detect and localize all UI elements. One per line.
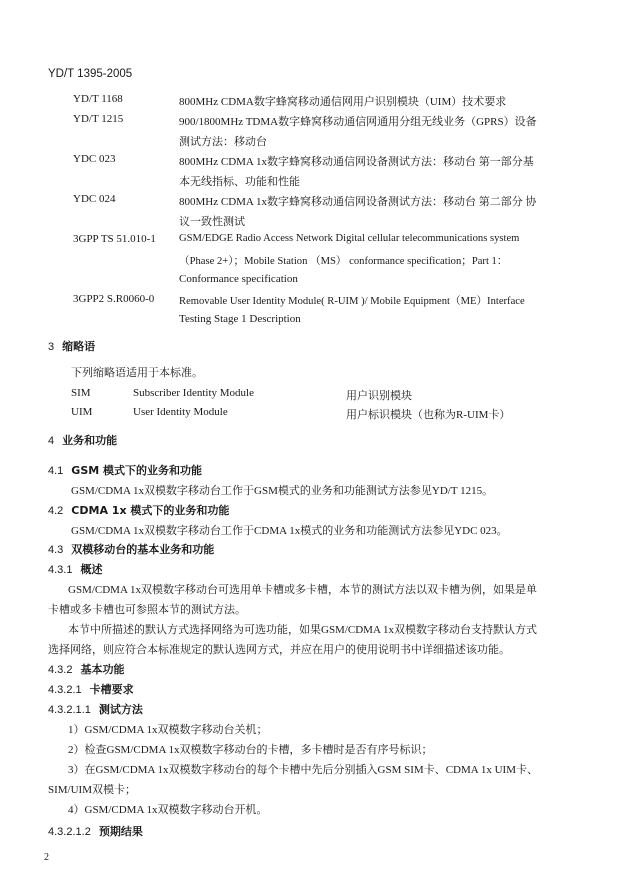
test-step: 1）GSM/CDMA 1x双模数字移动台关机； (68, 724, 268, 736)
test-step: 3）在GSM/CDMA 1x双模数字移动台的每个卡槽中先后分别插入GSM SIM卡、CDMA 1x UIM卡、 (68, 764, 538, 776)
subsection-heading (48, 823, 143, 839)
paragraph: GSM/CDMA 1x双模数字移动台工作于CDMA 1x模式的业务和功能测试方法参见YDC 023。 (71, 525, 508, 537)
section-number: 4.3 (48, 544, 64, 556)
section-title: 测试方法 (98, 703, 143, 716)
section-title: 卡槽要求 (89, 683, 134, 696)
ref-title-line: Conformance specification (179, 273, 298, 285)
section-number: 3 (48, 341, 55, 353)
section-heading (48, 432, 117, 448)
ref-title-line: Removable User Identity Module( R-UIM )/ Mobile Equipment（ME）Interface (179, 296, 525, 307)
paragraph-line: 选择网络，则应符合本标准规定的默认选网方式，并应在用户的使用说明书中详细描述该功能。 (48, 644, 510, 656)
ref-code: 3GPP2 S.R0060-0 (73, 293, 155, 305)
subsection-heading (48, 561, 102, 577)
subsection-heading (48, 502, 229, 518)
section-number: 4.3.2.1.2 (48, 826, 91, 838)
ref-title-line: 900/1800MHz TDMA数字蜂窝移动通信网通用分组无线业务（GPRS）设备 (179, 116, 537, 128)
section-title: 概述 (80, 563, 103, 576)
paragraph-line: 卡槽或多卡槽也可参照本节的测试方法。 (48, 604, 246, 616)
test-step: 2）检查GSM/CDMA 1x双模数字移动台的卡槽，多卡槽时是否有序号标识； (68, 744, 433, 756)
ref-code: 3GPP TS 51.010-1 (73, 233, 156, 245)
section-title: CDMA 1x 模式下的业务和功能 (71, 504, 230, 517)
ref-title-line: （Phase 2+）；Mobile Station （MS） conformance specification；Part 1： (179, 256, 508, 267)
abbr-term: SIM (71, 387, 91, 399)
subsection-heading (48, 681, 134, 697)
section-title: 双模移动台的基本业务和功能 (71, 543, 215, 556)
section-title: 基本功能 (80, 663, 125, 676)
page-number: 2 (44, 852, 49, 863)
ref-title-line: 800MHz CDMA数字蜂窝移动通信网用户识别模块（UIM）技术要求 (179, 96, 507, 108)
ref-title-line: Testing Stage 1 Description (179, 313, 301, 325)
ref-code: YDC 024 (73, 193, 116, 205)
subsection-heading (48, 661, 124, 677)
ref-code: YDC 023 (73, 153, 116, 165)
test-step: 4）GSM/CDMA 1x双模数字移动台开机。 (68, 804, 268, 816)
ref-title-line: 测试方法：移动台 (179, 136, 267, 148)
paragraph: 下列缩略语适用于本标准。 (71, 367, 203, 379)
abbr-term: UIM (71, 406, 93, 418)
section-number: 4 (48, 435, 55, 447)
section-title: GSM 模式下的业务和功能 (71, 464, 203, 477)
abbr-chinese: 用户识别模块 (346, 390, 412, 402)
subsection-heading (48, 541, 214, 557)
test-step: SIM/UIM双模卡； (48, 784, 137, 796)
ref-code: YD/T 1215 (73, 113, 124, 125)
abbr-english: User Identity Module (133, 406, 228, 418)
ref-title-line: 800MHz CDMA 1x数字蜂窝移动通信网设备测试方法：移动台 第二部分 协 (179, 196, 537, 208)
subsection-heading (48, 701, 143, 717)
ref-title-line: 800MHz CDMA 1x数字蜂窝移动通信网设备测试方法：移动台 第一部分基 (179, 156, 534, 168)
section-title: 预期结果 (98, 825, 143, 838)
section-number: 4.3.2 (48, 664, 73, 676)
subsection-heading (48, 462, 202, 478)
section-number: 4.3.2.1.1 (48, 704, 91, 716)
section-number: 4.1 (48, 465, 64, 477)
section-number: 4.2 (48, 505, 64, 517)
paragraph-line: 本节中所描述的默认方式选择网络为可选功能，如果GSM/CDMA 1x双模数字移动台支持默认方式 (68, 624, 538, 636)
standard-number: YD/T 1395-2005 (48, 68, 133, 80)
section-heading (48, 338, 95, 354)
ref-code: YD/T 1168 (73, 93, 123, 105)
abbr-english: Subscriber Identity Module (133, 387, 254, 399)
ref-title-line: 议一致性测试 (179, 216, 245, 228)
paragraph-line: GSM/CDMA 1x双模数字移动台可选用单卡槽或多卡槽，本节的测试方法以双卡槽为例，如果是单 (68, 584, 538, 596)
section-title: 业务和功能 (62, 434, 118, 447)
section-number: 4.3.2.1 (48, 684, 82, 696)
section-number: 4.3.1 (48, 564, 73, 576)
ref-title-line: 本无线指标、功能和性能 (179, 176, 300, 188)
paragraph: GSM/CDMA 1x双模数字移动台工作于GSM模式的业务和功能测试方法参见YD/T 1215。 (71, 485, 494, 497)
section-title: 缩略语 (62, 340, 96, 353)
abbr-chinese: 用户标识模块（也称为R-UIM卡） (346, 409, 511, 421)
ref-title-line: GSM/EDGE Radio Access Network Digital cellular telecommunications system (179, 233, 520, 244)
